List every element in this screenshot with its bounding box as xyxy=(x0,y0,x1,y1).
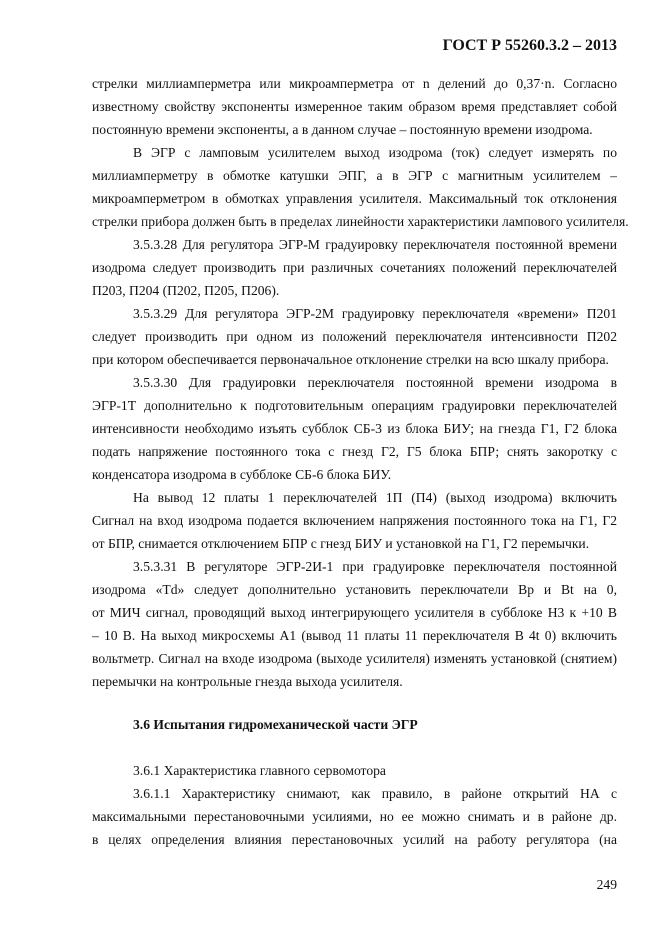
text-line: 3.5.3.29 Для регулятора ЭГР-2М градуировку переключателя «времени» П201 xyxy=(133,306,617,321)
document-body xyxy=(92,72,629,851)
text-line: На вывод 12 платы 1 переключателей 1П (П4) (выход изодрома) включить xyxy=(133,490,617,505)
text-line: от МИЧ сигнал, проводящий выход интегрирующего усилителя в субблоке Н3 к +10 В xyxy=(92,605,617,620)
text-line: микроамперметром в обмотках управления усилителя. Максимальный ток отклонения xyxy=(92,191,617,206)
paragraph xyxy=(92,371,617,486)
text-line: стрелки прибора должен быть в пределах линейности характеристики лампового усилителя. xyxy=(92,214,629,229)
text-line: 3.6.1 Характеристика главного сервомотора xyxy=(133,763,386,778)
text-line: известному свойству экспоненты измеренное таким образом время представляет собой xyxy=(92,99,617,114)
text-line: при котором обеспечивается первоначальное отклонение стрелки на всю шкалу прибора. xyxy=(92,352,609,367)
text-line: миллиамперметру в обмотке катушки ЭПГ, а в ЭГР с магнитным усилителем – xyxy=(92,168,617,183)
text-line: Сигнал на вход изодрома подается включением напряжения постоянного тока на Г1, Г2 xyxy=(92,513,617,528)
paragraph xyxy=(92,233,617,302)
paragraph xyxy=(92,486,617,555)
paragraph xyxy=(92,555,617,693)
text-line: В ЭГР с ламповым усилителем выход изодрома (ток) следует измерять по xyxy=(133,145,617,160)
text-line: вольтметр. Сигнал на входе изодрома (выходе усилителя) изменять установкой (снятием) xyxy=(92,651,617,666)
text-line: 3.5.3.28 Для регулятора ЭГР-М градуировку переключателя постоянной времени xyxy=(133,237,617,252)
text-line: конденсатора изодрома в субблоке СБ-6 блока БИУ. xyxy=(92,467,392,482)
text-line: – 10 В. На выход микросхемы А1 (вывод 11 платы 11 переключателя В 4t 0) включить xyxy=(92,628,617,643)
text-line: в целях определения влияния перестановочных усилий на работу регулятора (на xyxy=(92,832,617,847)
text-line: подать напряжение постоянного тока с гнезд Г2, Г5 блока БПР; снять закоротку с xyxy=(92,444,617,459)
text-line: перемычки на контрольные гнезда выхода усилителя. xyxy=(92,674,403,689)
subsection-heading xyxy=(92,759,617,782)
text-line: следует производить при одном из положений переключателя интенсивности П202 xyxy=(92,329,617,344)
paragraph xyxy=(92,302,617,371)
text-line: ЭГР-1Т дополнительно к подготовительным операциям градуировки переключателей xyxy=(92,398,617,413)
text-line: стрелки миллиамперметра или микроамперметра от n делений до 0,37·n. Согласно xyxy=(92,76,617,91)
paragraph xyxy=(92,141,629,233)
text-line: максимальными перестановочными усилиями, но ее можно снимать и в районе др. xyxy=(92,809,617,824)
text-line: изодрома следует производить при различных сочетаниях положений переключателей xyxy=(92,260,617,275)
paragraph xyxy=(92,782,617,851)
document-header-id: ГОСТ Р 55260.3.2 – 2013 xyxy=(442,37,617,54)
page-number: 249 xyxy=(596,877,617,892)
paragraph xyxy=(92,72,617,141)
text-line: от БПР, снимается отключением БПР с гнезд БИУ и установкой на Г1, Г2 перемычки. xyxy=(92,536,590,551)
text-line: 3.5.3.30 Для градуировки переключателя постоянной времени изодрома в xyxy=(133,375,617,390)
text-line: 3.6 Испытания гидромеханической части ЭГР xyxy=(133,717,418,732)
text-line: интенсивности необходимо изъять субблок СБ-3 из блока БИУ; на гнезда Г1, Г2 блока xyxy=(92,421,617,436)
text-line: постоянную времени экспоненты, а в данном случае – постоянную времени изодрома. xyxy=(92,122,593,137)
text-line: 3.6.1.1 Характеристику снимают, как правило, в районе открытий НА с xyxy=(133,786,617,801)
text-line: 3.5.3.31 В регуляторе ЭГР-2И-1 при градуировке переключателя постоянной xyxy=(133,559,617,574)
text-line: изодрома «Td» следует дополнительно установить переключатели Вр и Вt на 0, xyxy=(92,582,617,597)
text-line: П203, П204 (П202, П205, П206). xyxy=(92,283,280,298)
section-heading xyxy=(92,713,617,736)
